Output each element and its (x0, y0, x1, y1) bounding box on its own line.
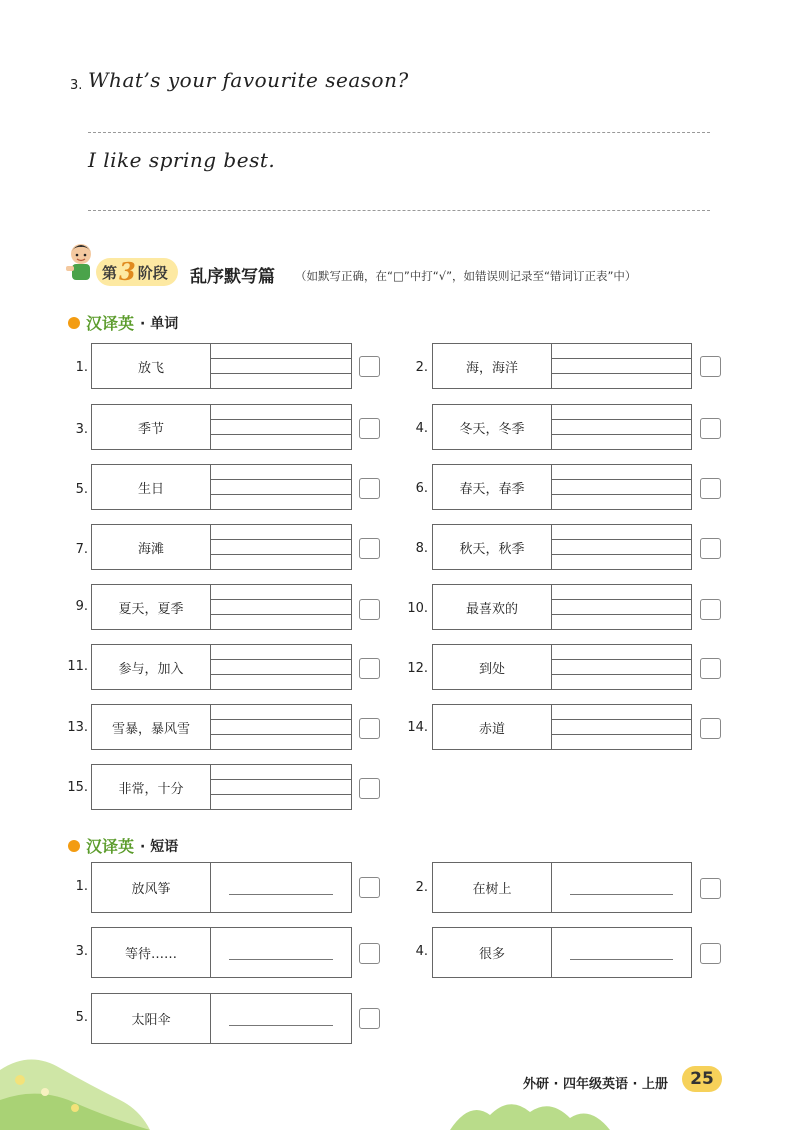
item-number: 3. (75, 422, 88, 437)
answer-lines[interactable] (211, 465, 351, 509)
word-item-box (432, 704, 692, 750)
item-number: 5. (75, 482, 88, 497)
answer-lines[interactable] (552, 585, 691, 629)
grass-decoration-icon (450, 1090, 610, 1130)
word-item-box (91, 404, 352, 450)
book-title: 外研 · 四年级英语 · 上册 (523, 1077, 668, 1092)
item-number: 7. (75, 542, 88, 557)
answer-lines[interactable] (552, 465, 691, 509)
chinese-word: 夏天，夏季 (92, 585, 211, 629)
check-box[interactable] (700, 478, 721, 499)
stage-instruction: （如默写正确，在“□”中打“√”，如错误则记录至“错词订正表”中） (295, 269, 637, 283)
check-box[interactable] (359, 658, 380, 679)
words-section-title: 汉译英 (86, 314, 135, 333)
chinese-word: 生日 (92, 465, 211, 509)
check-box[interactable] (359, 943, 380, 964)
word-item-box (91, 764, 352, 810)
word-item-box (432, 404, 692, 450)
check-box[interactable] (359, 877, 380, 898)
chinese-word: 春天，春季 (433, 465, 552, 509)
stage-title: 乱序默写篇 (190, 267, 275, 287)
answer-lines[interactable] (211, 645, 351, 689)
item-number: 10. (407, 601, 428, 616)
chinese-word: 雪暴，暴风雪 (92, 705, 211, 749)
word-item-box (432, 464, 692, 510)
item-number: 2. (415, 360, 428, 375)
chinese-word: 海滩 (92, 525, 211, 569)
answer-lines[interactable] (211, 405, 351, 449)
answer-lines[interactable] (211, 705, 351, 749)
phrase-item-box (91, 862, 352, 913)
word-item-box (91, 343, 352, 389)
stage-suffix: 阶段 (137, 263, 168, 282)
chinese-word: 海，海洋 (433, 344, 552, 388)
word-item-box (432, 644, 692, 690)
check-box[interactable] (700, 538, 721, 559)
bullet-dot-icon (68, 317, 80, 329)
words-section-subtitle: · 单词 (140, 315, 179, 332)
item-number: 4. (415, 421, 428, 436)
item-number: 2. (415, 880, 428, 895)
phrases-section-subtitle: · 短语 (140, 838, 179, 855)
phrase-item-box (91, 927, 352, 978)
answer-lines[interactable] (552, 645, 691, 689)
item-number: 9. (75, 599, 88, 614)
chinese-phrase: 在树上 (433, 863, 552, 912)
answer-line[interactable] (552, 863, 691, 912)
check-box[interactable] (700, 658, 721, 679)
word-item-box (91, 644, 352, 690)
item-number: 13. (67, 720, 88, 735)
phrases-section-heading (68, 834, 178, 857)
item-number: 15. (67, 780, 88, 795)
check-box[interactable] (700, 943, 721, 964)
word-item-box (91, 464, 352, 510)
answer-text: I like spring best. (88, 148, 276, 172)
chinese-phrase: 很多 (433, 928, 552, 977)
phrases-section-title: 汉译英 (86, 837, 135, 856)
check-box[interactable] (359, 538, 380, 559)
word-item-box (91, 704, 352, 750)
phrase-item-box (432, 927, 692, 978)
word-item-box (432, 343, 692, 389)
chinese-phrase: 放风筝 (92, 863, 211, 912)
answer-lines[interactable] (211, 344, 351, 388)
answer-lines[interactable] (211, 765, 351, 809)
item-number: 12. (407, 661, 428, 676)
item-number: 1. (75, 879, 88, 894)
item-number: 3. (75, 944, 88, 959)
word-item-box (432, 584, 692, 630)
phrase-item-box (432, 862, 692, 913)
bullet-dot-icon (68, 840, 80, 852)
chinese-word: 到处 (433, 645, 552, 689)
answer-lines[interactable] (211, 525, 351, 569)
item-number: 14. (407, 720, 428, 735)
check-box[interactable] (700, 418, 721, 439)
check-box[interactable] (700, 599, 721, 620)
chinese-word: 放飞 (92, 344, 211, 388)
item-number: 1. (75, 360, 88, 375)
check-box[interactable] (359, 1008, 380, 1029)
stage-number: 3 (119, 257, 136, 286)
chinese-word: 赤道 (433, 705, 552, 749)
words-section-heading (68, 311, 178, 334)
item-number: 8. (415, 541, 428, 556)
item-number: 5. (75, 1010, 88, 1025)
stage-prefix: 第 (102, 263, 118, 282)
check-box[interactable] (359, 418, 380, 439)
item-number: 11. (67, 659, 88, 674)
chinese-phrase: 太阳伞 (92, 994, 211, 1043)
word-item-box (91, 584, 352, 630)
chinese-word: 冬天，冬季 (433, 405, 552, 449)
word-item-box (432, 524, 692, 570)
check-box[interactable] (359, 718, 380, 739)
item-number: 6. (415, 481, 428, 496)
answer-line[interactable] (211, 994, 351, 1043)
chinese-word: 参与，加入 (92, 645, 211, 689)
page-number: 25 (682, 1066, 722, 1092)
answer-lines[interactable] (552, 344, 691, 388)
grass-decoration-icon (0, 1030, 150, 1130)
word-item-box (91, 524, 352, 570)
chinese-phrase: 等待…… (92, 928, 211, 977)
check-box[interactable] (359, 778, 380, 799)
boy-mascot-icon (62, 240, 100, 282)
writing-line (88, 210, 710, 211)
answer-line[interactable] (211, 863, 351, 912)
answer-lines[interactable] (552, 405, 691, 449)
chinese-word: 非常，十分 (92, 765, 211, 809)
question-text: What’s your favourite season? (88, 68, 409, 92)
check-box[interactable] (700, 878, 721, 899)
item-number: 4. (415, 944, 428, 959)
answer-line[interactable] (211, 928, 351, 977)
question-number: 3. (70, 78, 83, 93)
check-box[interactable] (359, 478, 380, 499)
answer-line[interactable] (552, 928, 691, 977)
chinese-word: 最喜欢的 (433, 585, 552, 629)
answer-lines[interactable] (211, 585, 351, 629)
chinese-word: 秋天，秋季 (433, 525, 552, 569)
check-box[interactable] (359, 599, 380, 620)
chinese-word: 季节 (92, 405, 211, 449)
check-box[interactable] (700, 718, 721, 739)
stage-badge (96, 258, 178, 286)
writing-line (88, 132, 710, 133)
answer-lines[interactable] (552, 525, 691, 569)
answer-lines[interactable] (552, 705, 691, 749)
check-box[interactable] (700, 356, 721, 377)
check-box[interactable] (359, 356, 380, 377)
